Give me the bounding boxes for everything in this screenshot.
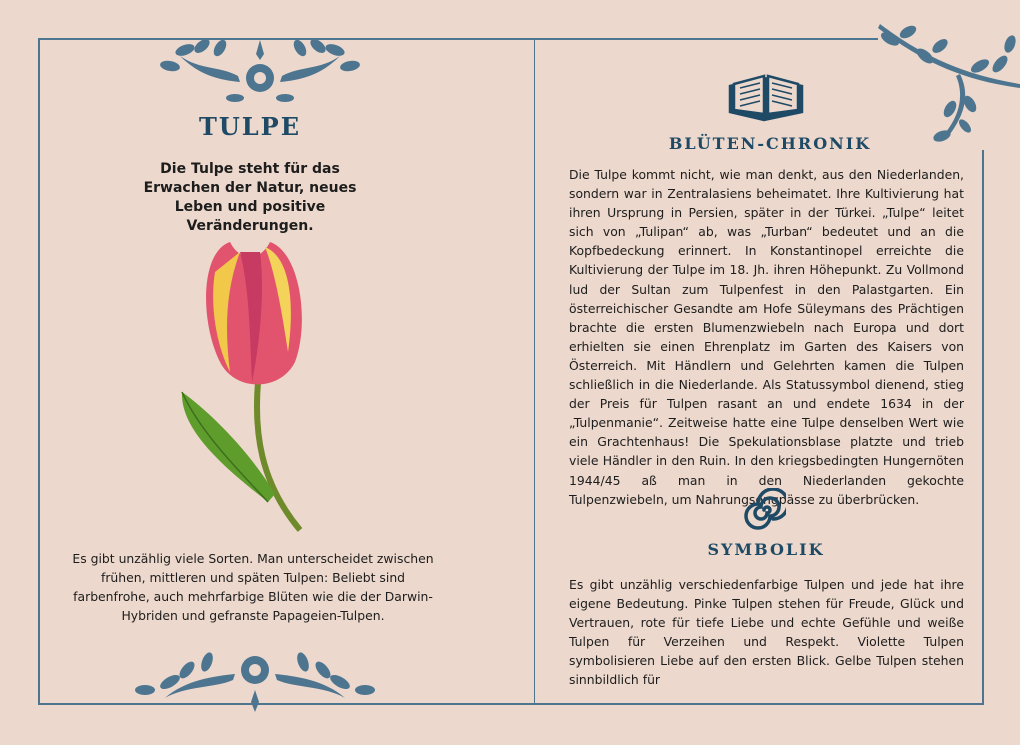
varieties-text: Es gibt unzählig viele Sorten. Man unterscheidet zwischen frühen, mittleren und späten Tulpen: Beliebt sind farbenfrohe, auch mehrfarbige Blüten wie die der Darwin-Hybriden und gefranste Papageien-Tulpen. — [72, 551, 434, 623]
frame-left-line — [38, 38, 40, 704]
page-title: TULPE — [198, 112, 301, 141]
intro-text: Die Tulpe steht für das Erwachen der Natur, neues Leben und positive Veränderungen. — [143, 161, 357, 234]
bottom-floral-ornament-icon — [125, 640, 385, 715]
open-book-icon — [724, 70, 808, 124]
top-floral-ornament-icon — [140, 36, 380, 116]
tulip-illustration — [170, 232, 330, 532]
symbolik-text — [569, 575, 964, 690]
corner-branch-ornament-icon — [870, 14, 1020, 144]
symbolik-paragraph: Es gibt unzählig verschiedenfarbige Tulpen und jede hat ihre eigene Bedeutung. Pinke Tulpen stehen für Freude, Glück und Vertrauen, rote für tiefe Liebe und echte Gefühle und weiße Tulpen für Verzeihen und Respekt. Violette Tulpen symbolisieren Liebe auf den ersten Blick. Gelbe Tulpen stehen sinnbildlich für — [569, 577, 964, 688]
chronik-text — [569, 165, 964, 509]
chronik-paragraph: Die Tulpe kommt nicht, wie man denkt, aus den Niederlanden, sondern war in Zentralasiens beheimatet. Ihre Kultivierung hat ihren Ursprung in Persien, später in der Türkei. „Tulpe“ leitet sich von „Tulipan“ ab, was „Turban“ bedeutet und an die Kopfbedeckung erinnert. In Konstantinopel erreichte die Kultivierung der Tulpe im 18. Jh. ihren Höhepunkt. Zu Vollmond lud der Sultan zum Tulpenfest in den Palastgarten. Ein österreichischer Gesandte am Hofe Süleymans des Prächtigen brachte die ersten Blumenzwiebeln nach Europa und dort erhielten sie einen Ehrenplatz im Garten des Kaisers von Österreich. Mit Händlern und Gelehrten kamen die Tulpen schließlich in die Niederlande. Als Statussymbol dienend, stieg der Preis für Tulpen rasant an und endete 1634 in der „Tulpenmanie“. Zeitweise hatte eine Tulpe denselben Wert wie ein Grachtenhaus! Die Spekulationsblase platzte und trieb viele Händler in den Ruin. In den kriegsbedingten Hungernöten 1944/45 aß man in den Niederlanden gekochte Tulpenzwiebeln, um Nahrungsengpässe zu überbrücken. — [569, 167, 964, 507]
frame-divider — [534, 40, 535, 704]
frame-right-line — [982, 150, 984, 705]
symbolik-heading: SYMBOLIK — [707, 540, 825, 559]
chronik-heading: BLÜTEN-CHRONIK — [668, 134, 872, 153]
spiral-icon — [742, 488, 786, 532]
